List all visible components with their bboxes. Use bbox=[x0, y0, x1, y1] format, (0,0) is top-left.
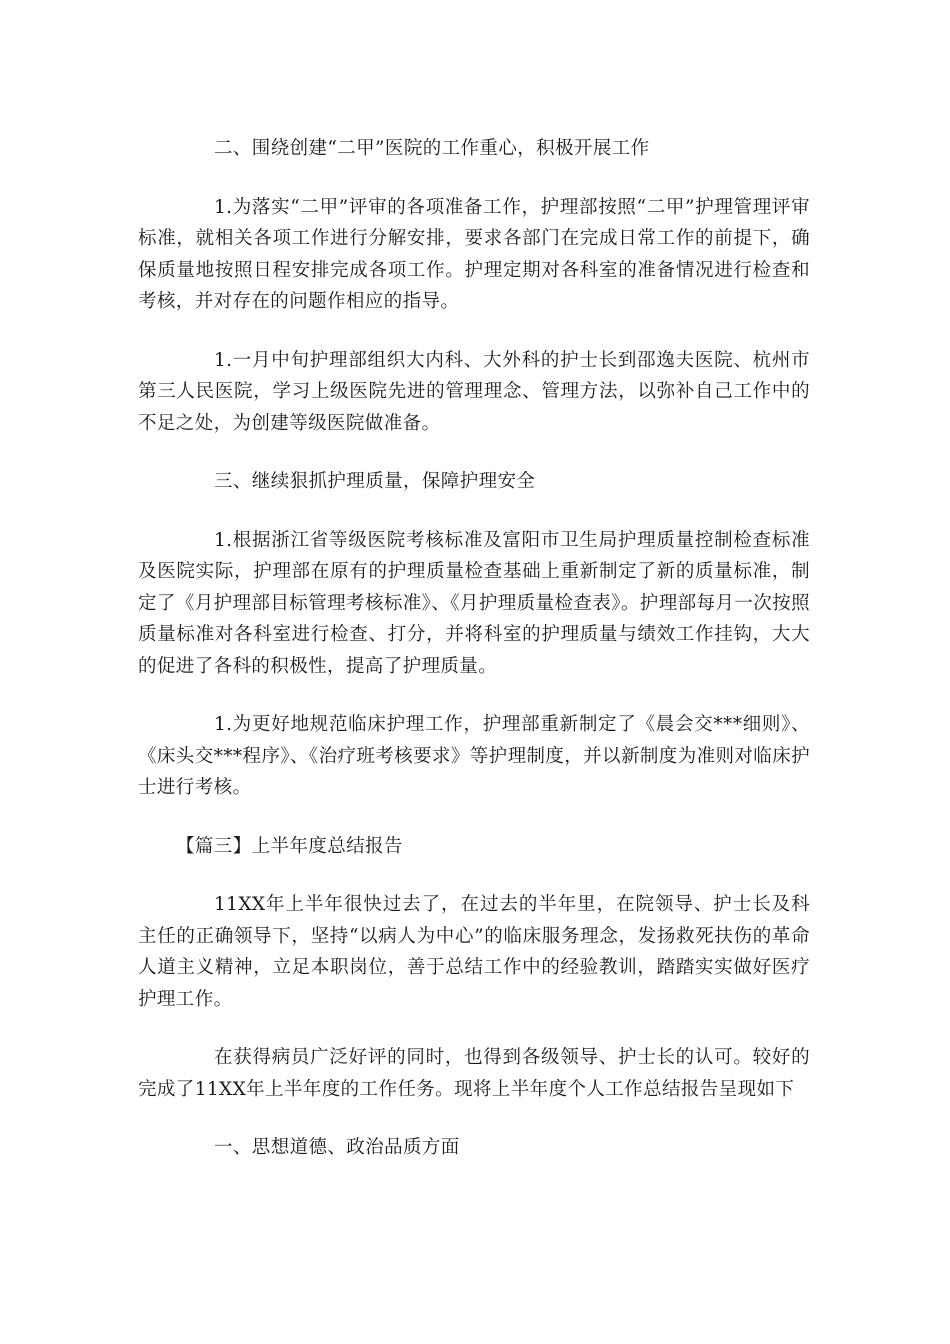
paragraph-half-year-intro: 11XX年上半年很快过去了，在过去的半年里，在院领导、护士长及科主任的正确领导下，坚持“以病人为中心”的临床服务理念，发扬救死扶伤的革命人道主义精神，立足本职岗位，善于总结工作中的经验教训，踏踏实实做好医疗护理工作。 bbox=[138, 894, 810, 1010]
section-heading-three: 三、继续狠抓护理质量，保障护理安全 bbox=[214, 471, 536, 492]
paragraph-study-visit: 1.一月中旬护理部组织大内科、大外科的护士长到邵逸夫医院、杭州市第三人民医院，学习上级医院先进的管理理念、管理方法，以弥补自己工作中的不足之处，为创建等级医院做准备。 bbox=[138, 349, 810, 434]
section-heading-ethics: 一、思想道德、政治品质方面 bbox=[214, 1137, 460, 1158]
paragraph-recognition: 在获得病员广泛好评的同时，也得到各级领导、护士长的认可。较好的完成了11XX年上半年度的工作任务。现将上半年度个人工作总结报告呈现如下 bbox=[138, 1047, 810, 1100]
section-heading-two: 二、围绕创建“二甲”医院的工作重心，积极开展工作 bbox=[214, 138, 650, 159]
paragraph-nursing-rules: 1.为更好地规范临床护理工作，护理部重新制定了《晨会交***细则》、《床头交***程序》、《治疗班考核要求》等护理制度，并以新制度为准则对临床护士进行考核。 bbox=[138, 714, 810, 798]
paragraph-erjia-preparation: 1.为落实“二甲”评审的各项准备工作，护理部按照“二甲”护理管理评审标准，就相关各项工作进行分解安排，要求各部门在完成日常工作的前提下，确保质量地按照日程安排完成各项工作。护理定期对各科室的准备情况进行检查和考核，并对存在的问题作相应的指导。 bbox=[138, 196, 810, 312]
document-body bbox=[138, 133, 810, 1191]
chapter-title-part-three: 【篇三】上半年度总结报告 bbox=[176, 835, 403, 857]
paragraph-quality-standards: 1.根据浙江省等级医院考核标准及富阳市卫生局护理质量控制检查标准及医院实际，护理部在原有的护理质量检查基础上重新制定了新的质量标准，制定了《月护理部目标管理考核标准》、《月护理质量检查表》。护理部每月一次按照质量标准对各科室进行检查、打分，并将科室的护理质量与绩效工作挂钩，大大的促进了各科的积极性，提高了护理质量。 bbox=[138, 529, 810, 677]
